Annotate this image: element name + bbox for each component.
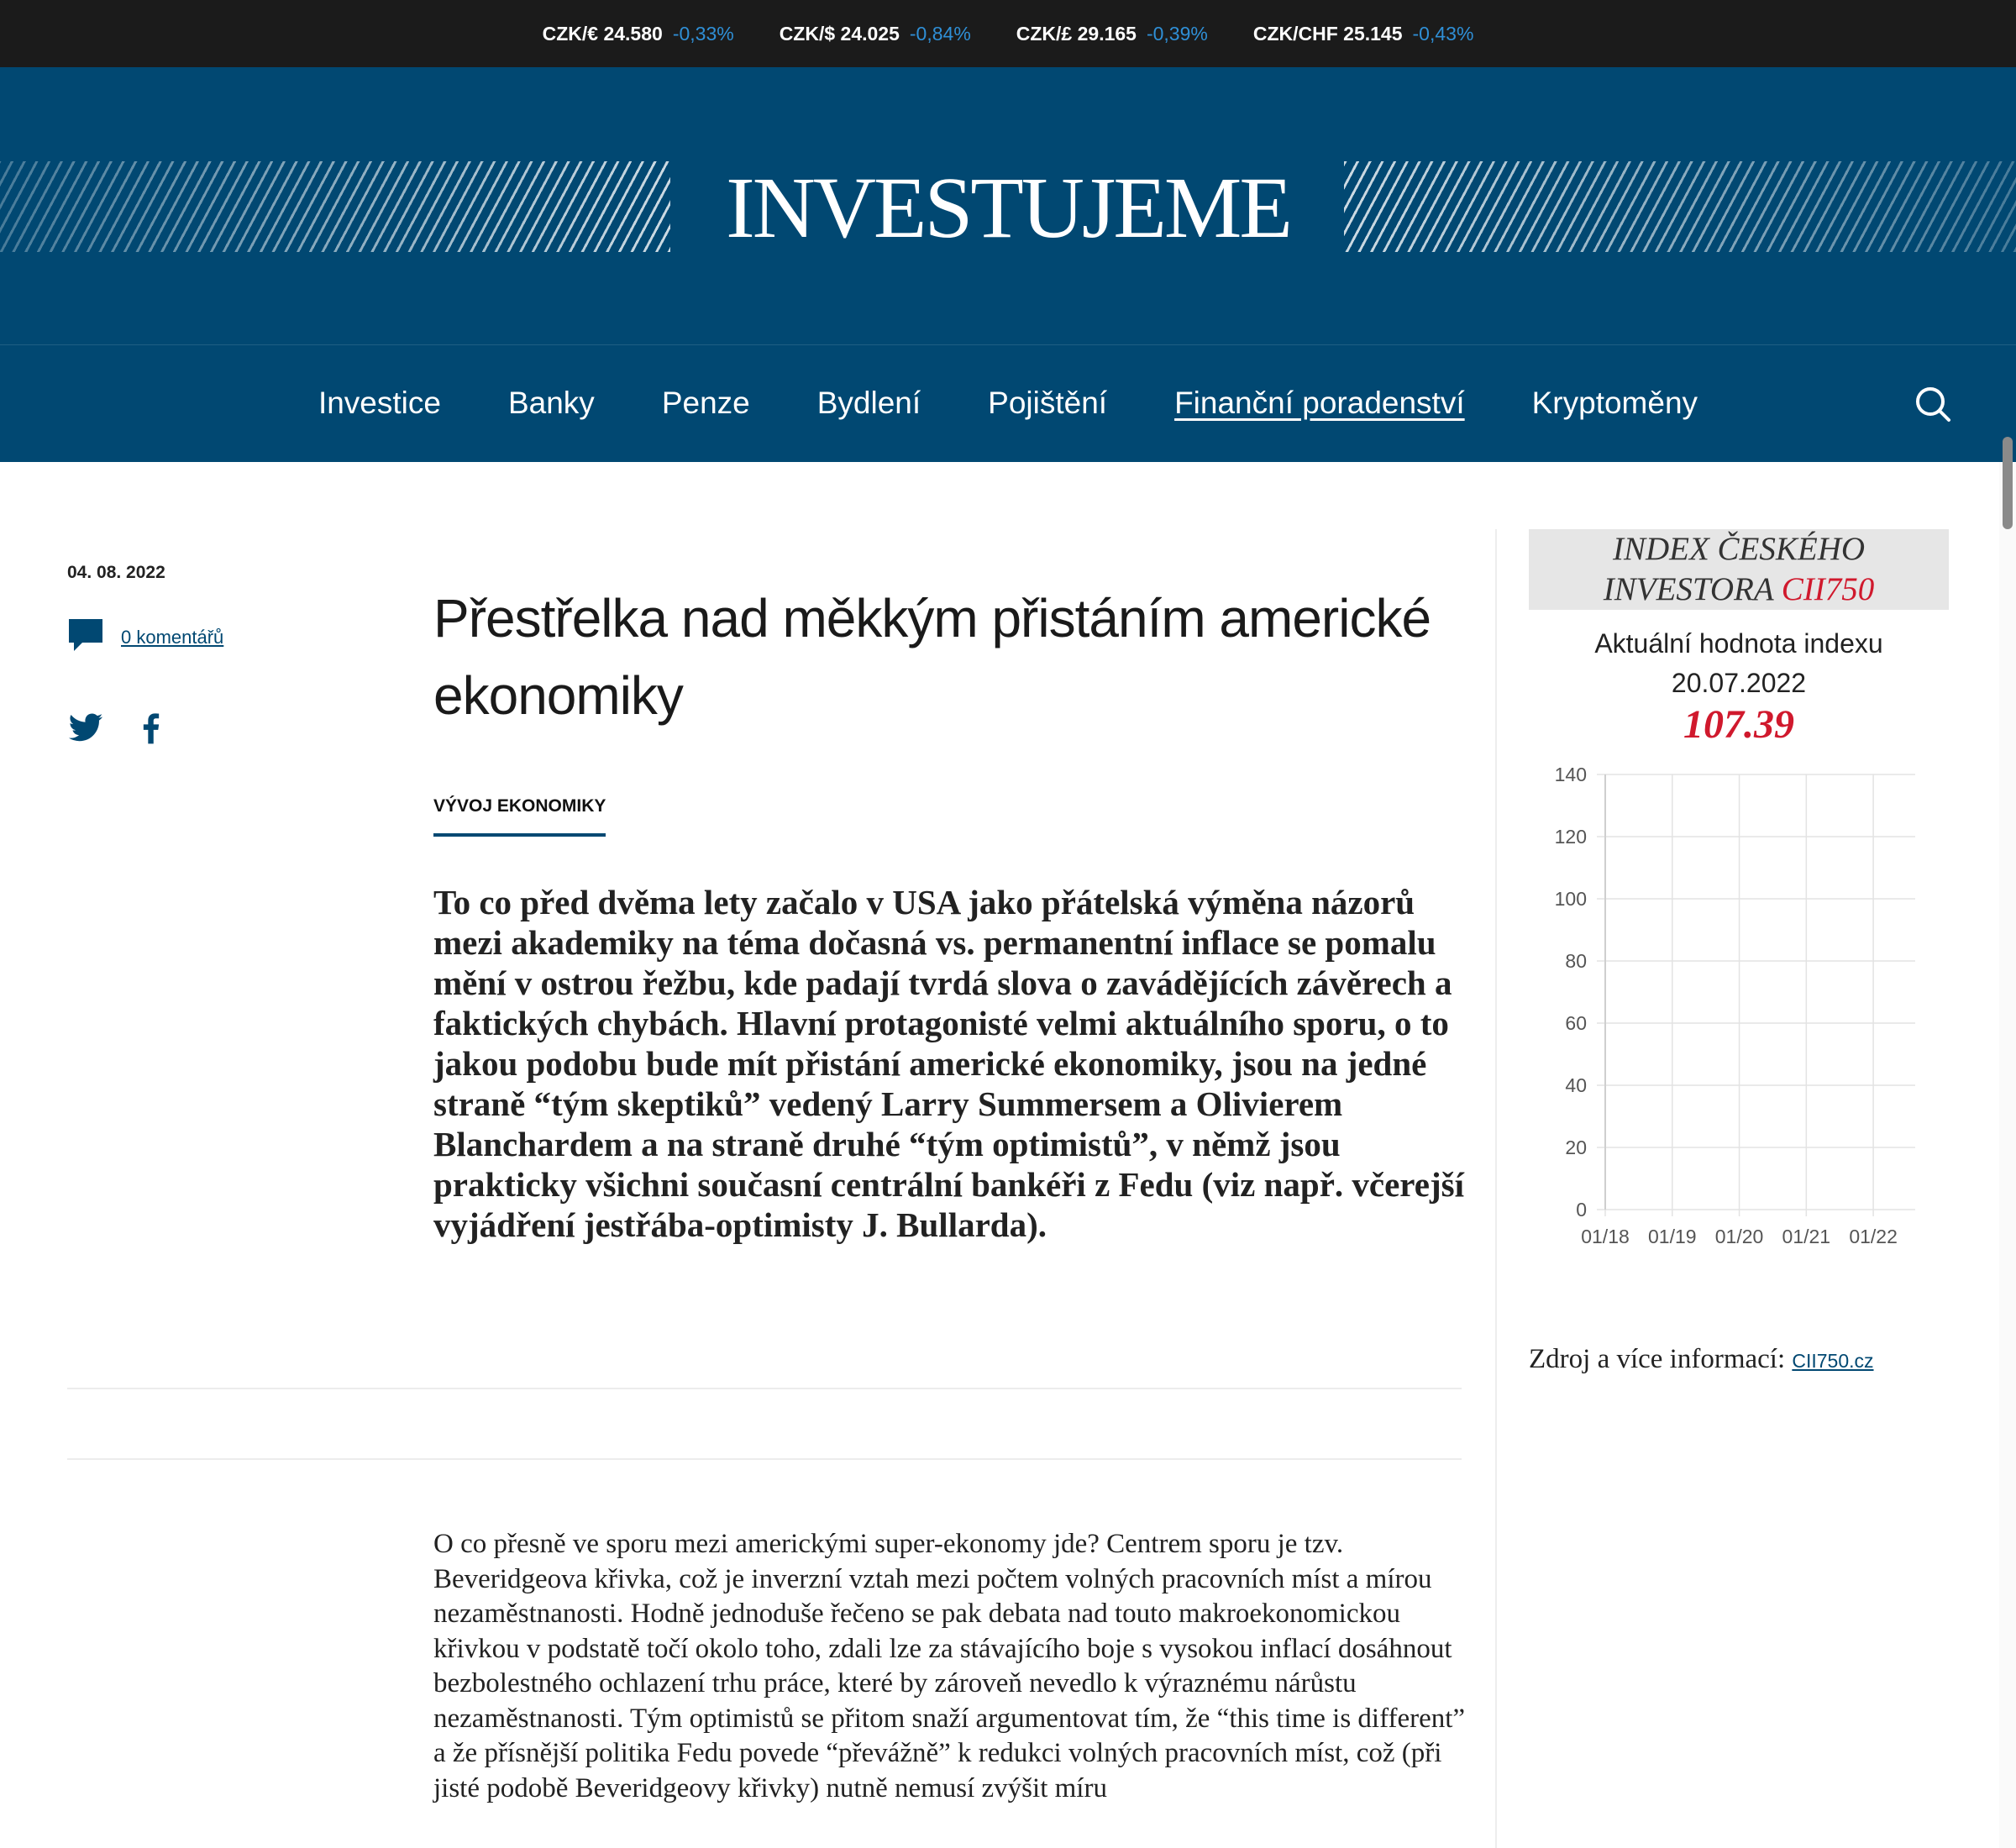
ticker-change: -0,43% [1412, 22, 1474, 45]
nav-item-bydleni[interactable]: Bydlení [816, 386, 921, 420]
article-body: O co přesně ve sporu mezi americkými super-ekonomy jde? Centrem sporu je tzv. Beveridgeova křivka, což je inverzní vztah mezi počtem volných pracovních míst a mírou nezaměstnanosti. Hodně jednoduše řečeno se pak debata nad touto makroekonomickou křivkou v podstatě točí okolo toho, zdali lze za stávajícího boje s vysokou inflací dosáhnout bezbolestného ochlazení trhu práce, které by zároveň nevedlo k výraznému nárůstu nezaměstnanosti. Tým optimistů se přitom snaží argumentovat tím, že “this time is different” a že přísnější politika Fedu povede “převážně” k redukci volných pracovních míst, což (při jisté podobě Beveridgeovy křivky) nutně nemusí zvýšit míru [433, 1529, 1466, 1803]
index-widget-title [1529, 529, 1949, 610]
y-tick-label: 60 [1565, 1012, 1587, 1034]
index-current-label: Aktuální hodnota indexu [1594, 628, 1883, 659]
twitter-icon[interactable] [67, 710, 104, 747]
content-divider [67, 1458, 1462, 1460]
index-title-word: INVESTORA [1603, 571, 1773, 607]
main-nav [0, 344, 2016, 462]
article-title: Přestřelka nad měkkým přistáním americké ekonomiky [433, 588, 1431, 726]
source-link[interactable]: CII750.cz [1792, 1350, 1874, 1372]
ticker-change: -0,84% [909, 22, 971, 45]
article-date: 04. 08. 2022 [67, 563, 165, 582]
article-category-tag[interactable]: VÝVOJ EKONOMIKY [433, 796, 606, 837]
x-tick-label: 01/21 [1782, 1226, 1831, 1247]
y-tick-label: 80 [1565, 950, 1587, 972]
ticker-item-gbp [1016, 23, 1208, 45]
nav-item-kryptomeny[interactable]: Kryptoměny [1531, 386, 1698, 420]
x-tick-label: 01/18 [1581, 1226, 1630, 1247]
search-icon[interactable] [1914, 385, 1952, 423]
index-source [1529, 1344, 1874, 1375]
index-title-line1: INDEX ČESKÉHO [1612, 531, 1866, 567]
ticker-rate: CZK/€ 24.580 [542, 22, 663, 45]
y-tick-label: 100 [1554, 888, 1587, 910]
x-tick-label: 01/20 [1714, 1226, 1764, 1247]
content-divider [67, 1388, 1462, 1389]
comments-link-group [67, 617, 223, 657]
currency-ticker [0, 0, 2016, 67]
facebook-icon[interactable] [133, 710, 170, 747]
y-tick-label: 20 [1565, 1137, 1587, 1158]
x-tick-label: 01/22 [1849, 1226, 1898, 1247]
nav-item-financni-poradenstvi[interactable]: Finanční poradenství [1174, 386, 1465, 420]
y-tick-label: 40 [1565, 1074, 1587, 1096]
nav-item-investice[interactable]: Investice [318, 386, 441, 420]
ticker-item-eur [543, 23, 734, 45]
source-label: Zdroj a více informací: [1529, 1344, 1786, 1374]
index-current-date: 20.07.2022 [1671, 668, 1807, 698]
comment-icon[interactable] [67, 617, 104, 657]
ticker-rate: CZK/£ 29.165 [1016, 22, 1137, 45]
page-scrollbar-thumb[interactable] [2003, 437, 2013, 529]
site-header [0, 67, 2016, 462]
share-buttons [67, 710, 170, 747]
index-current-value: 107.39 [1683, 702, 1794, 747]
index-title-line2 [1529, 570, 1949, 610]
page-scrollbar-track[interactable] [1999, 462, 2016, 1848]
nav-item-banky[interactable]: Banky [507, 386, 595, 420]
y-tick-label: 120 [1554, 826, 1587, 848]
index-chart [1529, 756, 1949, 1260]
x-tick-label: 01/19 [1647, 1226, 1697, 1247]
ticker-rate: CZK/$ 24.025 [779, 22, 900, 45]
ticker-change: -0,39% [1146, 22, 1208, 45]
comments-count-link[interactable]: 0 komentářů [121, 626, 224, 648]
sidebar-divider [1495, 529, 1497, 1848]
site-logo[interactable]: INVESTUJEME [726, 160, 1290, 256]
ticker-change: -0,33% [672, 22, 734, 45]
ticker-item-chf [1253, 23, 1474, 45]
nav-item-pojisteni[interactable]: Pojištění [988, 386, 1108, 420]
index-code: CII750 [1781, 571, 1875, 607]
ticker-rate: CZK/CHF 25.145 [1252, 22, 1403, 45]
nav-item-penze[interactable]: Penze [661, 386, 750, 420]
ticker-item-usd [780, 23, 971, 45]
article-lead: To co před dvěma lety začalo v USA jako přátelská výměna názorů mezi akademiky na téma dočasná vs. permanentní inflace se pomalu mění v ostrou řežbu, kde padají tvrdá slova o zavádějících závěrech a faktických chybách. Hlavní protagonisté velmi aktuálního sporu, o to jakou podobu bude mít přistání americké ekonomiky, jsou na jedné straně “tým skeptiků” vedený Larry Summersem a Olivierem Blanchardem a na straně druhé “tým optimistů”, v němž jsou prakticky všichni současní centrální bankéři z Fedu (viz např. včerejší vyjádření jestřába-optimisty J. Bullarda). [433, 883, 1464, 1244]
y-tick-label: 0 [1576, 1199, 1587, 1221]
y-tick-label: 140 [1554, 764, 1587, 785]
